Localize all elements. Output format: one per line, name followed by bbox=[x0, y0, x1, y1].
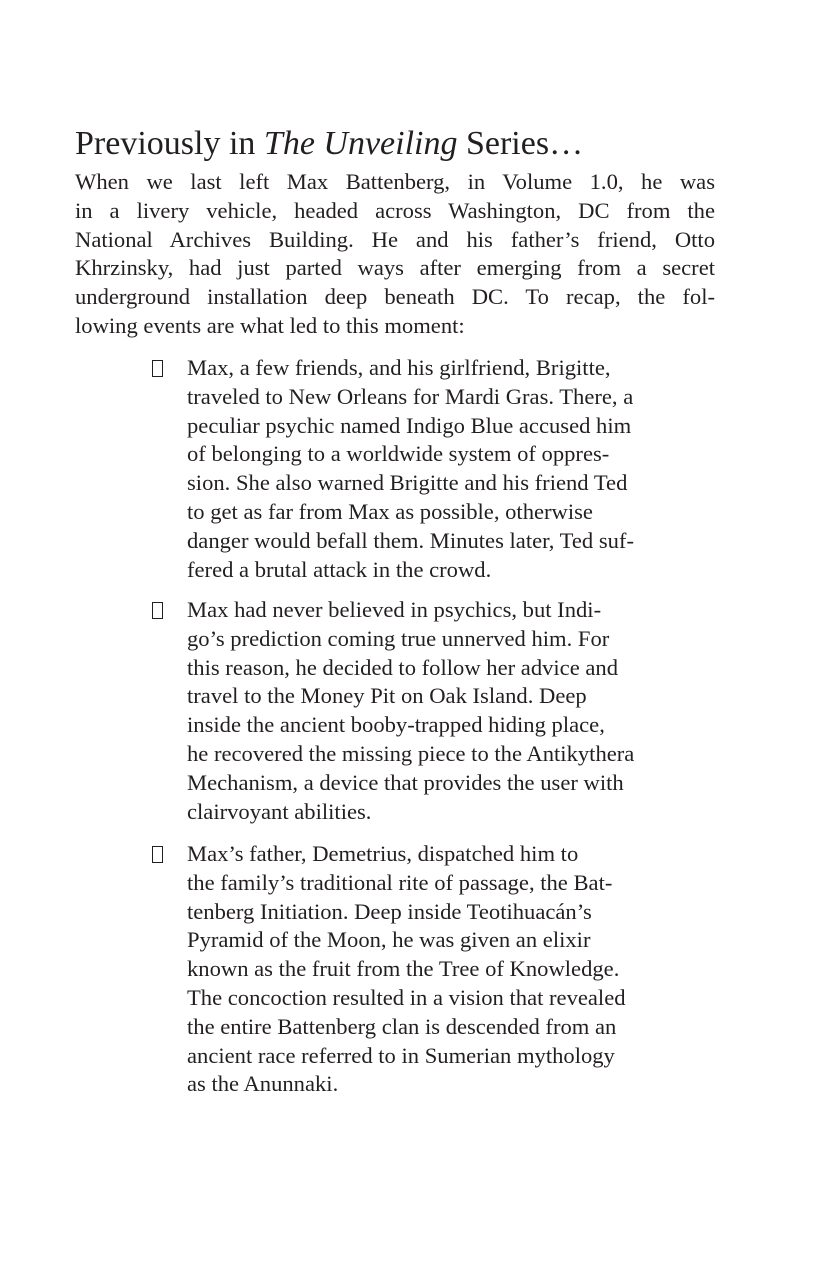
recap-line: go’s prediction coming true unnerved him. For bbox=[187, 625, 610, 651]
recap-line: this reason, he decided to follow her advice and bbox=[187, 654, 619, 680]
recap-item-text bbox=[187, 840, 714, 1099]
recap-line: ancient race referred to in Sumerian mythology bbox=[187, 1042, 615, 1068]
intro-line: in a livery vehicle, headed across Washington, DC from the bbox=[75, 197, 715, 223]
recap-line: the family’s traditional rite of passage, the Bat- bbox=[187, 869, 613, 895]
recap-line: Max, a few friends, and his girlfriend, Brigitte, bbox=[187, 355, 611, 380]
square-bullet-icon bbox=[152, 846, 163, 863]
recap-line: traveled to New Orleans for Mardi Gras. There, a bbox=[187, 383, 634, 409]
recap-line: peculiar psychic named Indigo Blue accused him bbox=[187, 412, 632, 438]
intro-line: Khrzinsky, had just parted ways after emerging from a secret bbox=[75, 255, 715, 281]
intro-line: National Archives Building. He and his father’s friend, Otto bbox=[75, 226, 715, 252]
heading-suffix: Series… bbox=[457, 125, 584, 162]
intro-line: When we last left Max Battenberg, in Volume 1.0, he was bbox=[75, 169, 715, 194]
recap-line: clairvoyant abilities. bbox=[187, 798, 372, 824]
square-bullet-icon bbox=[152, 602, 163, 619]
recap-line: The concoction resulted in a vision that revealed bbox=[187, 984, 626, 1010]
recap-line: Max’s father, Demetrius, dispatched him to bbox=[187, 841, 579, 866]
recap-line: Max had never believed in psychics, but Indi- bbox=[187, 597, 602, 622]
recap-line: he recovered the missing piece to the Antikythera bbox=[187, 740, 635, 766]
recap-item-text bbox=[187, 596, 714, 826]
section-heading bbox=[75, 122, 735, 166]
heading-prefix: Previously in bbox=[75, 125, 264, 162]
recap-line: tenberg Initiation. Deep inside Teotihuacán’s bbox=[187, 898, 592, 924]
recap-line: travel to the Money Pit on Oak Island. Deep bbox=[187, 683, 587, 709]
intro-line: lowing events are what led to this moment: bbox=[75, 312, 465, 338]
recap-line: known as the fruit from the Tree of Knowledge. bbox=[187, 956, 620, 982]
intro-paragraph bbox=[75, 168, 715, 341]
square-bullet-icon bbox=[152, 360, 163, 377]
recap-line: to get as far from Max as possible, otherwise bbox=[187, 498, 593, 524]
recap-line: as the Anunnaki. bbox=[187, 1071, 339, 1097]
recap-line: sion. She also warned Brigitte and his friend Ted bbox=[187, 470, 628, 496]
recap-line: of belonging to a worldwide system of oppres- bbox=[187, 441, 610, 467]
recap-line: fered a brutal attack in the crowd. bbox=[187, 556, 492, 582]
recap-item-text bbox=[187, 354, 714, 584]
recap-line: inside the ancient booby-trapped hiding place, bbox=[187, 712, 605, 738]
recap-line: Mechanism, a device that provides the user with bbox=[187, 769, 624, 795]
recap-line: danger would befall them. Minutes later, Ted suf- bbox=[187, 527, 634, 553]
recap-line: the entire Battenberg clan is descended from an bbox=[187, 1013, 617, 1039]
series-title: The Unveiling bbox=[263, 125, 458, 162]
recap-line: Pyramid of the Moon, he was given an elixir bbox=[187, 927, 591, 953]
intro-line: underground installation deep beneath DC. To recap, the fol- bbox=[75, 284, 715, 310]
